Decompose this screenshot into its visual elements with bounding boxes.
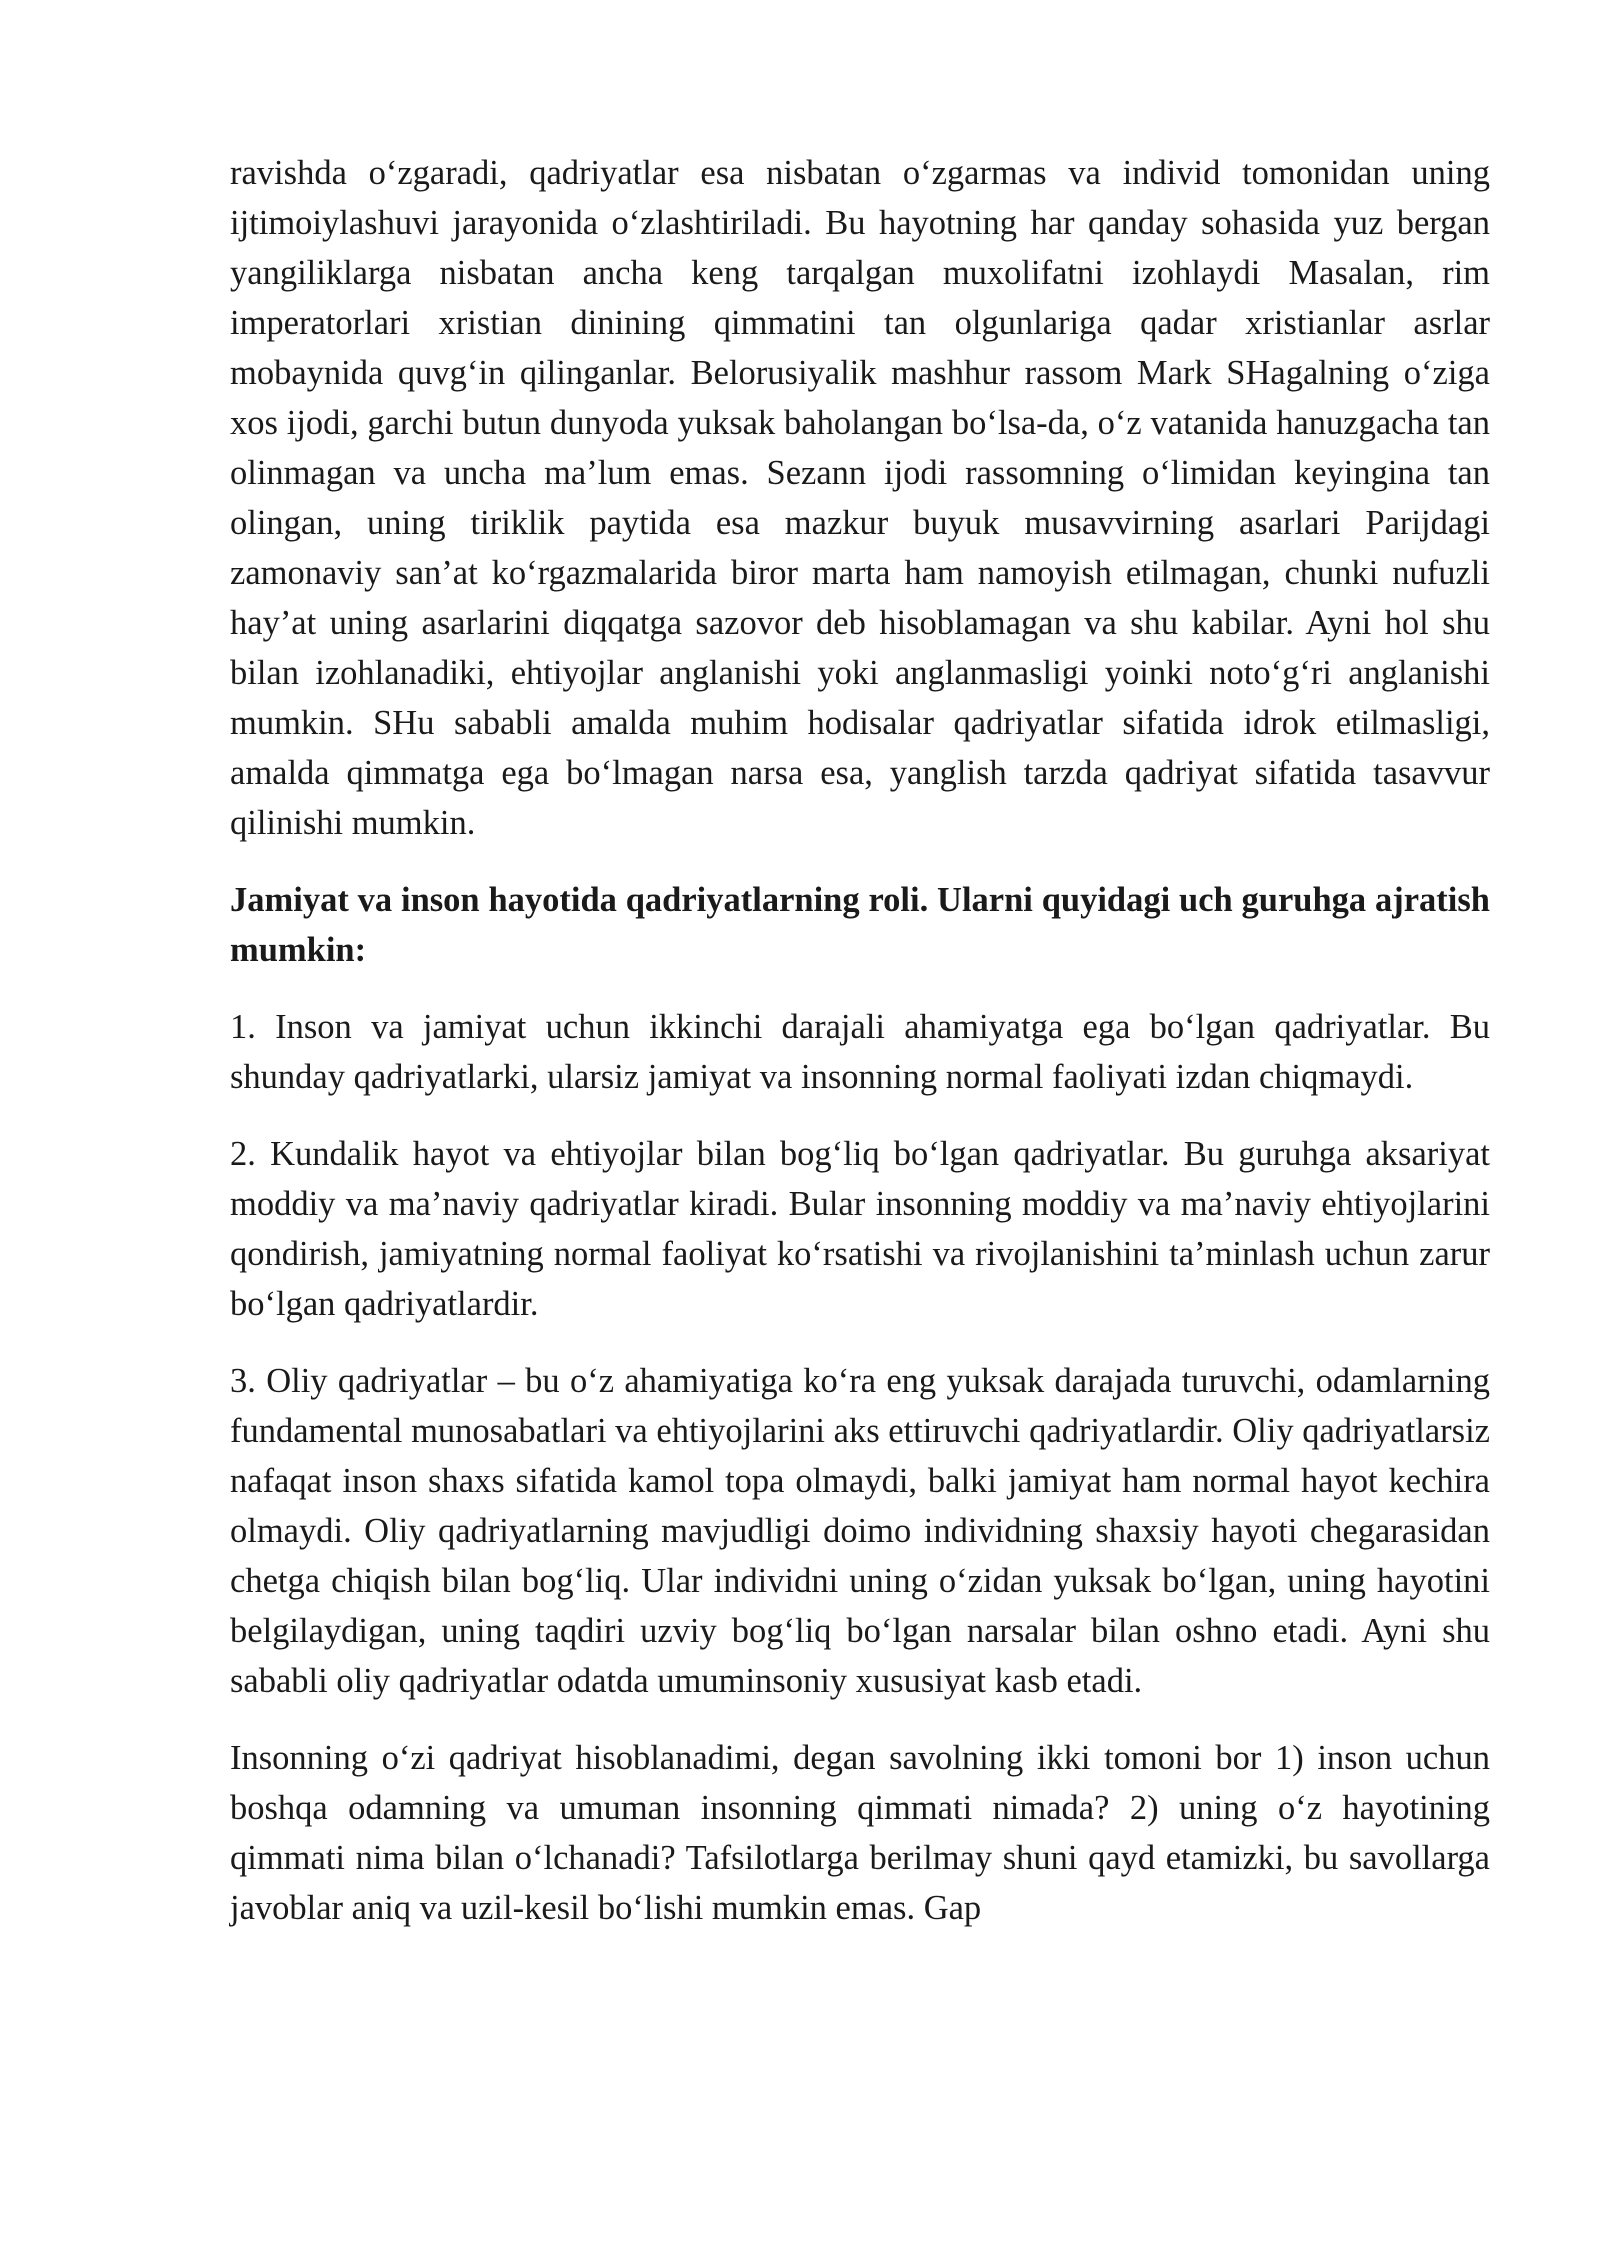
list-item-everyday-values: 2. Kundalik hayot va ehtiyojlar bilan bog‘liq bo‘lgan qadriyatlar. Bu guruhga aksariyat moddiy va ma’naviy qadriyatlar kiradi. Bular insonning moddiy va ma’naviy ehtiyojlarini qondirish, jamiyatning normal faoliyat ko‘rsatishi va rivojlanishini ta’minlash uchun zarur bo‘lgan qadriyatlardir.: [230, 1135, 1490, 1323]
section-heading: Jamiyat va inson hayotida qadriyatlarning roli. Ularni quyidagi uch guruhga ajratish mumkin:: [230, 881, 1490, 969]
paragraph-human-as-value: Insonning o‘zi qadriyat hisoblanadimi, degan savolning ikki tomoni bor 1) inson uchun boshqa odamning va umuman insonning qimmati nimada? 2) uning o‘z hayotining qimmati nima bilan o‘lchanadi? Tafsilotlarga berilmay shuni qayd etamizki, bu savollarga javoblar aniq va uzil-kesil bo‘lishi mumkin emas. Gap: [230, 1739, 1490, 1927]
list-item-higher-values: 3. Oliy qadriyatlar – bu o‘z ahamiyatiga ko‘ra eng yuksak darajada turuvchi, odamlarning fundamental munosabatlari va ehtiyojlarini aks ettiruvchi qadriyatlardir. Oliy qadriyatlarsiz nafaqat inson shaxs sifatida kamol topa olmaydi, balki jamiyat ham normal hayot kechira olmaydi. Oliy qadriyatlarning mavjudligi doimo individning shaxsiy hayoti chegarasidan chetga chiqish bilan bog‘liq. Ular individni uning o‘zidan yuksak bo‘lgan, uning hayotini belgilaydigan, uning taqdiri uzviy bog‘liq bo‘lgan narsalar bilan oshno etadi. Ayni shu sababli oliy qadriyatlar odatda umuminsoniy xususiyat kasb etadi.: [230, 1362, 1490, 1700]
document-page: [230, 148, 1490, 1960]
paragraph-values-change: ravishda o‘zgaradi, qadriyatlar esa nisbatan o‘zgarmas va individ tomonidan uning ijtimoiylashuvi jarayonida o‘zlashtiriladi. Bu hayotning har qanday sohasida yuz bergan yangiliklarga nisbatan ancha keng tarqalgan muxolifatni izohlaydi Masalan, rim imperatorlari xristian dinining qimmatini tan olgunlariga qadar xristianlar asrlar mobaynida quvg‘in qilinganlar. Belorusiyalik mashhur rassom Mark SHagalning o‘ziga xos ijodi, garchi butun dunyoda yuksak baholangan bo‘lsa-da, o‘z vatanida hanuzgacha tan olinmagan va uncha ma’lum emas. Sezann ijodi rassomning o‘limidan keyingina tan olingan, uning tiriklik paytida esa mazkur buyuk musavvirning asarlari Parijdagi zamonaviy san’at ko‘rgazmalarida biror marta ham namoyish etilmagan, chunki nufuzli hay’at uning asarlarini diqqatga sazovor deb hisoblamagan va shu kabilar. Ayni hol shu bilan izohlanadiki, ehtiyojlar anglanishi yoki anglanmasligi yoinki noto‘g‘ri anglanishi mumkin. SHu sababli amalda muhim hodisalar qadriyatlar sifatida idrok etilmasligi, amalda qimmatga ega bo‘lmagan narsa esa, yanglish tarzda qadriyat sifatida tasavvur qilinishi mumkin.: [230, 154, 1490, 842]
list-item-secondary-values: 1. Inson va jamiyat uchun ikkinchi darajali ahamiyatga ega bo‘lgan qadriyatlar. Bu shunday qadriyatlarki, ularsiz jamiyat va insonning normal faoliyati izdan chiqmaydi.: [230, 1008, 1490, 1096]
